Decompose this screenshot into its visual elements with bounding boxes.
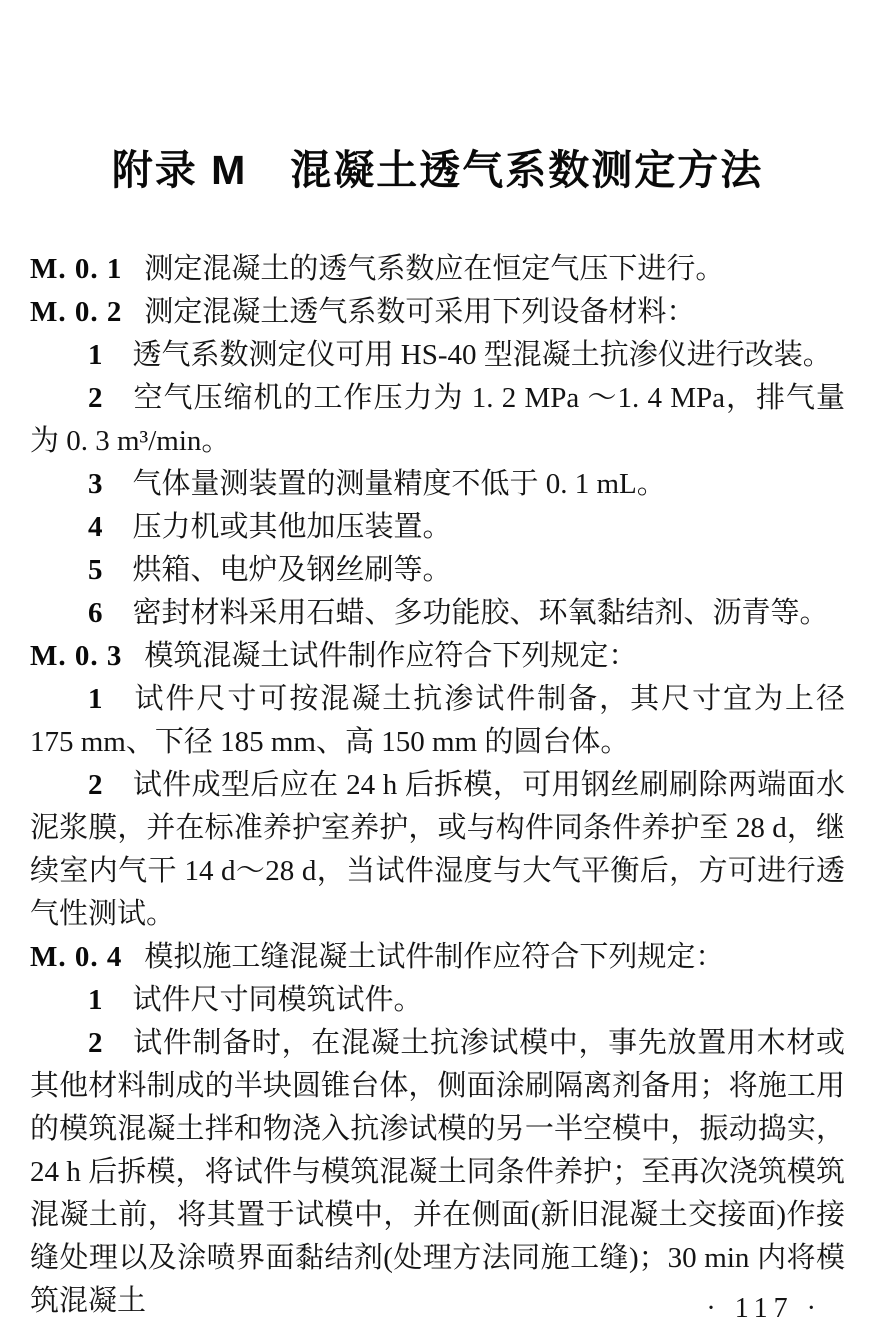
list-item <box>30 549 845 592</box>
list-item <box>30 506 845 549</box>
list-item <box>30 764 845 936</box>
clause-label: M. 0. 1 <box>30 253 123 285</box>
item-number: 1 <box>88 984 103 1016</box>
clause-label: M. 0. 4 <box>30 941 123 973</box>
clause-text: 测定混凝土的透气系数应在恒定气压下进行。 <box>144 253 725 285</box>
clause-m02 <box>30 291 845 334</box>
page-title: 附录 M 混凝土透气系数测定方法 <box>111 147 764 193</box>
item-number: 5 <box>88 554 103 586</box>
item-text: 压力机或其他加压装置。 <box>132 511 452 543</box>
list-item <box>30 377 845 463</box>
item-number: 1 <box>88 339 103 371</box>
item-text: 烘箱、电炉及钢丝刷等。 <box>132 554 452 586</box>
item-number: 2 <box>88 1027 103 1059</box>
item-number: 3 <box>88 468 103 500</box>
item-text: 试件制备时，在混凝土抗渗试模中，事先放置用木材或其他材料制成的半块圆锥台体，侧面涂刷隔离剂备用；将施工用的模筑混凝土拌和物浇入抗渗试模的另一半空模中，振动捣实，24 h 后拆模，将试件与模筑混凝土同条件养护；至再次浇筑模筑混凝土前，将其置于试模中，并在侧面(新旧混凝土交接面)作接缝处理以及涂喷界面黏结剂(处理方法同施工缝)；30 min 内将模筑混凝土 <box>30 1027 845 1317</box>
list-item <box>30 334 845 377</box>
item-number: 1 <box>88 683 103 715</box>
clause-m01 <box>30 248 845 291</box>
list-item <box>30 678 845 764</box>
clause-m03 <box>30 635 845 678</box>
item-text: 试件成型后应在 24 h 后拆模，可用钢丝刷刷除两端面水泥浆膜，并在标准养护室养护，或与构件同条件养护至 28 d，继续室内气干 14 d～28 d，当试件湿度与大气平衡后，方可进行透气性测试。 <box>30 769 845 930</box>
list-item <box>30 979 845 1022</box>
item-text: 试件尺寸同模筑试件。 <box>132 984 423 1016</box>
item-number: 2 <box>88 769 103 801</box>
list-item <box>30 592 845 635</box>
item-text: 气体量测装置的测量精度不低于 0. 1 mL。 <box>132 468 666 500</box>
item-number: 6 <box>88 597 103 629</box>
clause-text: 模拟施工缝混凝土试件制作应符合下列规定： <box>144 941 725 973</box>
document-body <box>30 248 845 1323</box>
item-text: 透气系数测定仪可用 HS-40 型混凝土抗渗仪进行改装。 <box>132 339 832 371</box>
clause-m04 <box>30 936 845 979</box>
list-item <box>30 1022 845 1323</box>
item-text: 试件尺寸可按混凝土抗渗试件制备，其尺寸宜为上径 175 mm、下径 185 mm、高 150 mm 的圆台体。 <box>30 683 845 758</box>
clause-label: M. 0. 3 <box>30 640 123 672</box>
clause-text: 模筑混凝土试件制作应符合下列规定： <box>144 640 638 672</box>
item-text: 空气压缩机的工作压力为 1. 2 MPa ～1. 4 MPa，排气量为 0. 3 m³/min。 <box>30 382 845 457</box>
page-number: · 117 · <box>706 1293 822 1324</box>
item-number: 4 <box>88 511 103 543</box>
list-item <box>30 463 845 506</box>
item-text: 密封材料采用石蜡、多功能胶、环氧黏结剂、沥青等。 <box>132 597 829 629</box>
clause-label: M. 0. 2 <box>30 296 123 328</box>
item-number: 2 <box>88 382 103 414</box>
clause-text: 测定混凝土透气系数可采用下列设备材料： <box>144 296 696 328</box>
